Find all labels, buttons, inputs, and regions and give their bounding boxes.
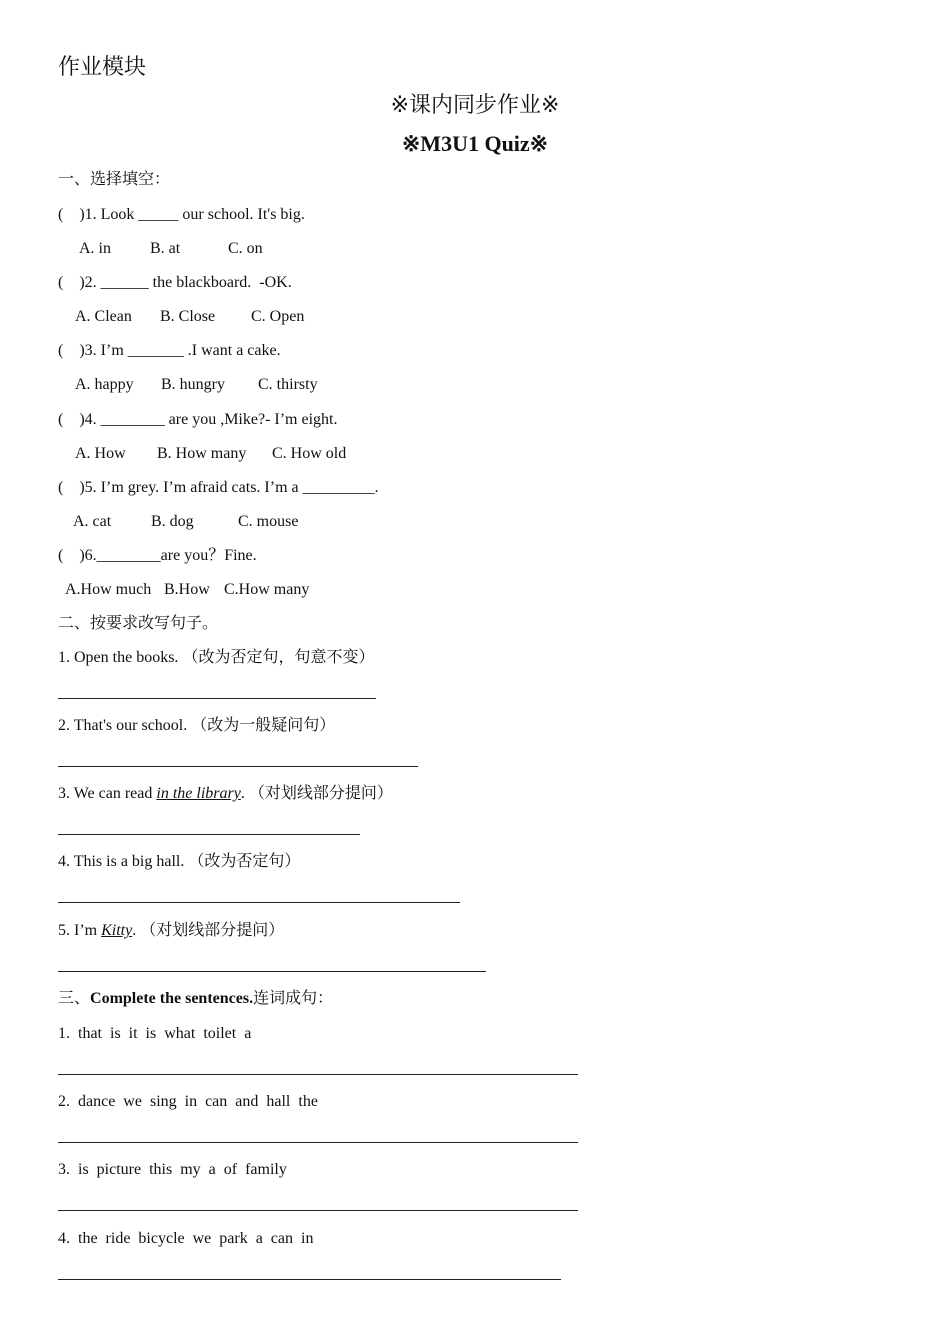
rewrite-item-3-text: 3. We can read <box>58 785 157 802</box>
rewrite-item-4-text: 4. This is a big hall. <box>58 853 189 870</box>
answer-line <box>58 1142 578 1143</box>
rewrite-item-5-text: 5. I’m <box>58 922 102 939</box>
section3-heading-chinese: 连词成句： <box>253 990 334 1007</box>
answer-line <box>58 902 460 903</box>
question-5-option-b: B. dog <box>151 513 194 530</box>
answer-line <box>58 1279 561 1280</box>
answer-line <box>58 971 486 972</box>
answer-line <box>58 834 360 835</box>
answer-line <box>58 1074 578 1075</box>
question-1-stem: ( )1. Look _____ our school. It's big. <box>58 206 305 223</box>
question-5-stem: ( )5. I’m grey. I’m afraid cats. I’m a _________. <box>58 479 379 496</box>
question-1-option-c: C. on <box>228 240 263 257</box>
question-2-option-b: B. Close <box>160 308 216 325</box>
rewrite-item-2-instruction: （改为一般疑问句） <box>191 717 336 734</box>
section1-heading: 一、选择填空： <box>58 171 171 188</box>
rewrite-item-4 <box>58 852 300 872</box>
question-4-stem: ( )4. ________ are you ,Mike?- I’m eight. <box>58 411 338 428</box>
question-6-stem: ( )6.________are you？Fine. <box>58 547 257 564</box>
question-3-option-c: C. thirsty <box>258 376 318 393</box>
question-6-option-c: C.How many <box>224 581 310 598</box>
rewrite-item-3 <box>58 784 393 804</box>
rewrite-item-5 <box>58 921 284 941</box>
rewrite-item-2 <box>58 716 335 736</box>
question-3-stem: ( )3. I’m _______ .I want a cake. <box>58 342 281 359</box>
answer-line <box>58 1210 578 1211</box>
question-1-option-b: B. at <box>150 240 181 257</box>
quiz-title: ※M3U1 Quiz※ <box>401 131 549 156</box>
scrambled-sentence-3: 3. is picture this my a of family <box>58 1161 287 1178</box>
question-2-stem: ( )2. ______ the blackboard. -OK. <box>58 274 292 291</box>
rewrite-item-3-underlined: in the library <box>156 785 241 802</box>
question-2-option-c: C. Open <box>251 308 305 325</box>
question-3-option-b: B. hungry <box>161 376 225 393</box>
rewrite-item-3-instruction: . （对划线部分提问） <box>240 785 393 802</box>
rewrite-item-1-instruction: （改为否定句，句意不变） <box>182 649 375 666</box>
answer-line <box>58 698 376 699</box>
rewrite-item-5-underlined: Kitty <box>101 922 133 939</box>
rewrite-item-1 <box>58 648 374 668</box>
question-4-option-a: A. How <box>75 445 126 462</box>
rewrite-item-2-text: 2. That's our school. <box>58 717 192 734</box>
section3-heading-english: Complete the sentences. <box>90 990 254 1007</box>
section3-heading-number: 三、 <box>58 990 91 1007</box>
rewrite-item-4-instruction: （改为否定句） <box>188 853 301 870</box>
scrambled-sentence-1: 1. that is it is what toilet a <box>58 1025 252 1042</box>
rewrite-item-1-text: 1. Open the books. <box>58 649 183 666</box>
scrambled-sentence-4: 4. the ride bicycle we park a can in <box>58 1230 314 1247</box>
rewrite-item-5-instruction: . （对划线部分提问） <box>132 922 285 939</box>
module-title: 作业模块 <box>58 55 147 80</box>
answer-line <box>58 766 418 767</box>
question-6-option-b: B.How <box>164 581 210 598</box>
section3-heading <box>58 989 333 1009</box>
section2-heading: 二、按要求改写句子。 <box>58 615 219 632</box>
question-1-option-a: A. in <box>79 240 111 257</box>
scrambled-sentence-2: 2. dance we sing in can and hall the <box>58 1093 318 1110</box>
question-5-option-a: A. cat <box>73 513 112 530</box>
worksheet-title: ※课内同步作业※ <box>390 93 560 118</box>
question-6-option-a: A.How much <box>65 581 152 598</box>
question-3-option-a: A. happy <box>75 376 134 393</box>
question-5-option-c: C. mouse <box>238 513 299 530</box>
question-4-option-b: B. How many <box>157 445 247 462</box>
question-4-option-c: C. How old <box>272 445 347 462</box>
question-2-option-a: A. Clean <box>75 308 132 325</box>
